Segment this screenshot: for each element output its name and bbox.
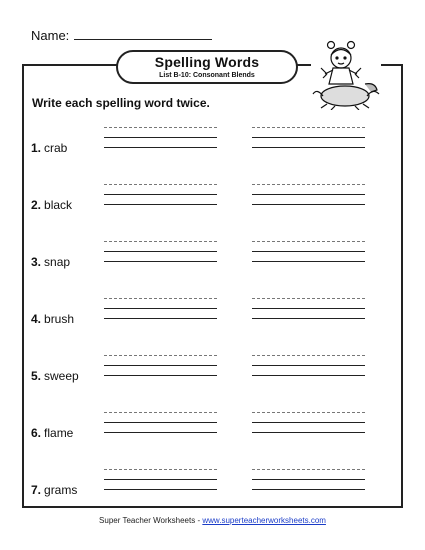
- dashed-midline: [104, 355, 217, 356]
- word-row: [0, 176, 425, 216]
- word-row: [0, 404, 425, 444]
- writing-line: [104, 204, 217, 205]
- spelling-word: [31, 198, 72, 212]
- writing-lines-2[interactable]: [252, 241, 365, 262]
- word-text: sweep: [44, 369, 79, 383]
- word-row: [0, 347, 425, 387]
- name-label: Name:: [31, 28, 70, 43]
- footer-text: Super Teacher Worksheets -: [99, 516, 203, 525]
- writing-lines-1[interactable]: [104, 241, 217, 262]
- writing-line: [104, 375, 217, 376]
- dashed-midline: [252, 355, 365, 356]
- writing-lines-1[interactable]: [104, 412, 217, 433]
- writing-line: [104, 432, 217, 433]
- writing-lines-1[interactable]: [104, 184, 217, 205]
- dashed-midline: [104, 298, 217, 299]
- writing-line: [252, 422, 365, 423]
- writing-line: [104, 261, 217, 262]
- writing-lines-1[interactable]: [104, 355, 217, 376]
- spelling-word: [31, 426, 73, 440]
- writing-lines-1[interactable]: [104, 127, 217, 148]
- writing-line: [104, 479, 217, 480]
- word-text: flame: [44, 426, 74, 440]
- dashed-midline: [252, 298, 365, 299]
- writing-line: [104, 489, 217, 490]
- spelling-word: [31, 255, 70, 269]
- writing-lines-2[interactable]: [252, 355, 365, 376]
- dashed-midline: [104, 241, 217, 242]
- writing-line: [104, 422, 217, 423]
- writing-line: [104, 365, 217, 366]
- list-subtitle: List B-10: Consonant Blends: [159, 72, 255, 79]
- writing-line: [252, 432, 365, 433]
- writing-line: [104, 137, 217, 138]
- word-number: 6.: [31, 426, 42, 440]
- word-number: 7.: [31, 483, 42, 497]
- writing-lines-1[interactable]: [104, 469, 217, 490]
- writing-line: [252, 365, 365, 366]
- dashed-midline: [104, 127, 217, 128]
- word-text: grams: [44, 483, 78, 497]
- writing-lines-2[interactable]: [252, 127, 365, 148]
- writing-line: [252, 489, 365, 490]
- word-row: [0, 290, 425, 330]
- spelling-word: [31, 141, 67, 155]
- page-title: Spelling Words: [154, 54, 260, 70]
- word-number: 2.: [31, 198, 42, 212]
- writing-line: [252, 318, 365, 319]
- writing-line: [252, 137, 365, 138]
- writing-line: [252, 308, 365, 309]
- writing-line: [252, 194, 365, 195]
- word-row: [0, 233, 425, 273]
- girl-sitting-on-crab-icon: [311, 38, 381, 110]
- writing-line: [252, 479, 365, 480]
- word-number: 4.: [31, 312, 42, 326]
- writing-lines-1[interactable]: [104, 298, 217, 319]
- footer-link[interactable]: www.superteacherworksheets.com: [202, 516, 326, 525]
- title-banner: [116, 50, 298, 84]
- footer: [0, 516, 425, 525]
- word-number: 5.: [31, 369, 42, 383]
- writing-lines-2[interactable]: [252, 298, 365, 319]
- dashed-midline: [104, 184, 217, 185]
- word-text: brush: [44, 312, 75, 326]
- name-field[interactable]: [74, 28, 212, 40]
- spelling-word: [31, 369, 79, 383]
- dashed-midline: [252, 241, 365, 242]
- word-row: [0, 461, 425, 501]
- dashed-midline: [252, 412, 365, 413]
- spelling-word: [31, 483, 77, 497]
- word-text: crab: [44, 141, 68, 155]
- writing-line: [252, 251, 365, 252]
- writing-line: [252, 375, 365, 376]
- dashed-midline: [252, 469, 365, 470]
- writing-line: [252, 261, 365, 262]
- name-row: [31, 28, 212, 43]
- writing-lines-2[interactable]: [252, 184, 365, 205]
- writing-line: [104, 251, 217, 252]
- word-number: 1.: [31, 141, 42, 155]
- writing-line: [252, 147, 365, 148]
- word-number: 3.: [31, 255, 42, 269]
- dashed-midline: [252, 127, 365, 128]
- writing-line: [104, 147, 217, 148]
- writing-line: [104, 308, 217, 309]
- writing-lines-2[interactable]: [252, 412, 365, 433]
- dashed-midline: [104, 469, 217, 470]
- writing-line: [104, 318, 217, 319]
- spelling-word: [31, 312, 74, 326]
- word-text: snap: [44, 255, 71, 269]
- writing-line: [252, 204, 365, 205]
- word-row: [0, 119, 425, 159]
- writing-lines-2[interactable]: [252, 469, 365, 490]
- dashed-midline: [104, 412, 217, 413]
- dashed-midline: [252, 184, 365, 185]
- instructions: Write each spelling word twice.: [32, 96, 210, 110]
- writing-line: [104, 194, 217, 195]
- word-text: black: [44, 198, 73, 212]
